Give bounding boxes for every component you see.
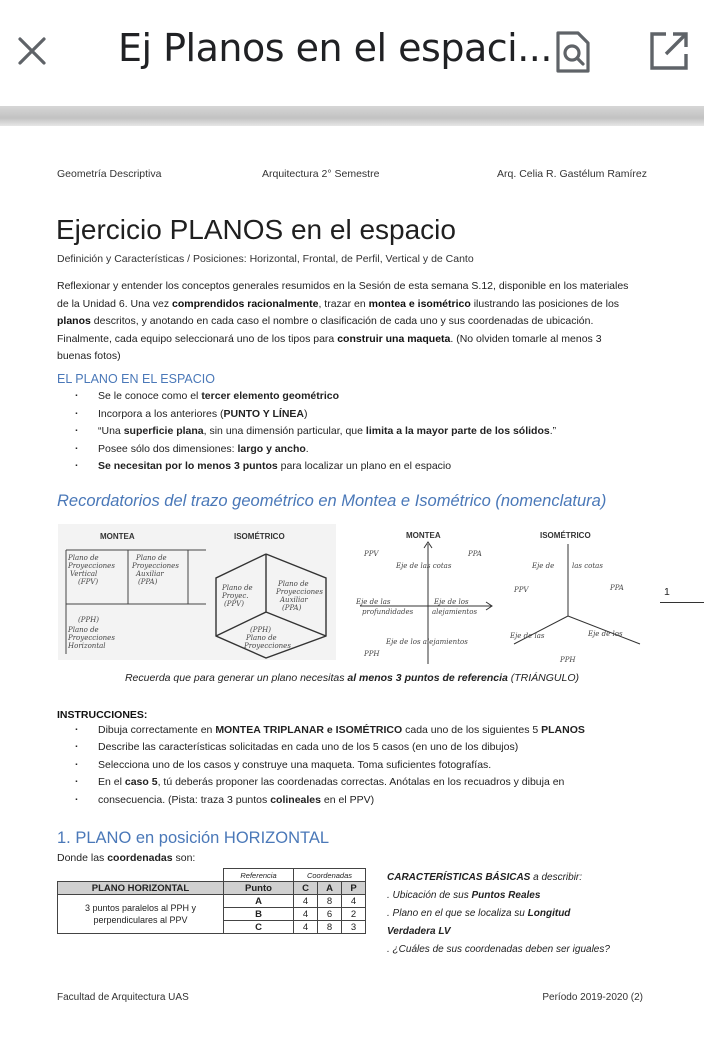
toolbar-shadow xyxy=(0,106,704,126)
svg-text:(PPH): (PPH) xyxy=(78,616,99,624)
svg-text:Proyecciones: Proyecciones xyxy=(244,642,291,650)
list-item: . Se necesitan por lo menos 3 puntos para localizar un plano en el espacio xyxy=(57,458,556,476)
svg-text:Plano de: Plano de xyxy=(136,554,167,562)
header-semester: Arquitectura 2° Semestre xyxy=(262,168,380,180)
instructions-bullet-list xyxy=(57,722,585,809)
svg-text:alejamientos: alejamientos xyxy=(432,608,478,616)
svg-text:Eje de las cotas: Eje de las cotas xyxy=(396,562,452,570)
section-1-title: 1. PLANO en posición HORIZONTAL xyxy=(57,829,330,847)
page-number: 1 xyxy=(664,586,670,598)
sketch-caption: Recuerda que para generar un plano necesitas al menos 3 puntos de referencia (TRIÁNGULO) xyxy=(124,672,580,684)
svg-text:PPV: PPV xyxy=(364,550,379,558)
svg-text:Proyecciones: Proyecciones xyxy=(132,562,179,570)
svg-text:PPV: PPV xyxy=(514,586,529,594)
svg-text:PPA: PPA xyxy=(610,584,624,592)
table-row: 3 puntos paralelos al PPH y perpendiculares al PPV A 4 8 4 xyxy=(58,895,366,908)
svg-text:(PPA): (PPA) xyxy=(138,578,158,586)
plane-header: PLANO HORIZONTAL xyxy=(58,882,224,895)
app-bar xyxy=(0,0,704,106)
svg-text:(FPV): (FPV) xyxy=(78,578,99,586)
close-button[interactable] xyxy=(12,28,52,74)
plane-description: 3 puntos paralelos al PPH y perpendiculares al PPV xyxy=(58,895,224,934)
table-row: B 4 6 2 xyxy=(58,908,366,921)
close-icon xyxy=(17,36,47,66)
svg-text:Vertical: Vertical xyxy=(70,570,98,578)
footer-period: Período 2019-2020 (2) xyxy=(542,992,643,1003)
svg-text:Plano de: Plano de xyxy=(68,554,99,562)
isometrico-label: ISOMÉTRICO xyxy=(234,532,285,541)
montea-sketch xyxy=(58,524,218,660)
svg-text:Plano de: Plano de xyxy=(68,626,99,634)
svg-text:Plano de: Plano de xyxy=(246,634,277,642)
svg-text:PPH: PPH xyxy=(364,650,380,658)
list-item: . Describe las características solicitadas en cada uno de los 5 casos (en uno de los dibujos) xyxy=(57,739,585,756)
intro-paragraph: Reflexionar y entender los conceptos generales resumidos en la Sesión de esta semana S.12, disponible en los materiales de la Unidad 6. Una vez comprendidos racionalmente, trazar en montea e isométrico ilustrando las posiciones de los planos descritos, y anotando en cada caso el nombre o clasificación de cada uno y sus coordenadas de ubicación. Finalmente, cada equipo seleccionará uno de los tipos para construir una maqueta. (No olviden tomarle al menos 3 buenas fotos) xyxy=(57,280,629,363)
list-item: . Selecciona uno de los casos y construye una maqueta. Toma suficientes fotografías. xyxy=(57,757,585,774)
svg-text:Plano de: Plano de xyxy=(278,580,309,588)
isometric-axes-sketch xyxy=(510,526,650,666)
exercise-title: Ejercicio PLANOS en el espacio xyxy=(56,214,456,245)
recordatorio-heading: Recordatorios del trazo geométrico en Montea e Isométrico (nomenclatura) xyxy=(57,492,607,510)
instructions-heading: INSTRUCCIONES: xyxy=(57,709,148,721)
svg-text:las cotas: las cotas xyxy=(572,562,603,570)
svg-text:Auxiliar: Auxiliar xyxy=(280,596,308,604)
svg-text:Eje de: Eje de xyxy=(532,562,555,570)
svg-text:Horizontal: Horizontal xyxy=(68,642,106,650)
header-teacher: Arq. Celia R. Gastélum Ramírez xyxy=(497,168,647,180)
coord-header: Coordenadas xyxy=(294,869,366,882)
open-in-new-button[interactable] xyxy=(648,30,690,72)
plano-bullet-list xyxy=(57,388,556,476)
list-item: . Dibuja correctamente en MONTEA TRIPLANAR e ISOMÉTRICO cada uno de los siguientes 5 PLANOS xyxy=(57,722,585,739)
footer-faculty: Facultad de Arquitectura UAS xyxy=(57,992,189,1003)
svg-text:ISOMÉTRICO: ISOMÉTRICO xyxy=(540,531,591,540)
find-in-page-button[interactable] xyxy=(552,30,594,74)
page-number-line xyxy=(660,602,704,603)
header-course: Geometría Descriptiva xyxy=(57,168,162,180)
list-item: . Incorpora a los anteriores (PUNTO Y LÍNEA) xyxy=(57,406,556,424)
coordinates-table xyxy=(57,868,366,934)
svg-text:profundidades: profundidades xyxy=(362,608,414,616)
isometrico-sketch xyxy=(206,524,336,660)
col-p: P xyxy=(342,882,366,895)
table-row: C 4 8 3 xyxy=(58,921,366,934)
svg-text:(PPA): (PPA) xyxy=(282,604,302,612)
caracteristicas-box: CARACTERÍSTICAS BÁSICAS a describir: . Ubicación de sus Puntos Reales . Plano en el que se localiza su Longitud Verdadera LV . ¿Cuáles de sus coordenadas deben ser iguales? xyxy=(387,872,610,955)
document-title: Ej Planos en el espaci... xyxy=(118,26,552,70)
svg-text:Proyecciones: Proyecciones xyxy=(68,634,115,642)
svg-text:Proyecciones: Proyecciones xyxy=(68,562,115,570)
col-a: A xyxy=(318,882,342,895)
col-c: C xyxy=(294,882,318,895)
montea-axes-sketch xyxy=(356,526,496,666)
section-plano-title: EL PLANO EN EL ESPACIO xyxy=(57,372,215,386)
open-in-new-icon xyxy=(648,30,690,72)
list-item: . consecuencia. (Pista: traza 3 puntos colineales en el PPV) xyxy=(57,792,585,809)
exercise-subtitle: Definición y Características / Posiciones: Horizontal, Frontal, de Perfil, Vertical y de Canto xyxy=(57,253,474,265)
list-item: . “Una superficie plana, sin una dimensión particular, que limita a la mayor parte de los sólidos.” xyxy=(57,423,556,441)
svg-text:(PPH): (PPH) xyxy=(250,626,271,634)
svg-text:Proyecciones: Proyecciones xyxy=(276,588,323,596)
svg-text:Eje de los: Eje de los xyxy=(434,598,469,606)
svg-text:Proyec.: Proyec. xyxy=(222,592,249,600)
document-page[interactable] xyxy=(0,126,704,1045)
svg-text:Eje de las: Eje de las xyxy=(510,632,545,640)
coordinates-label: Donde las coordenadas son: xyxy=(57,852,196,864)
svg-text:Eje de los: Eje de los xyxy=(588,630,623,638)
punto-header: Punto xyxy=(224,882,294,895)
list-item: . En el caso 5, tú deberás proponer las coordenadas correctas. Anótalas en los recuadros y dibuja en xyxy=(57,774,585,791)
svg-text:PPA: PPA xyxy=(468,550,482,558)
svg-text:Auxiliar: Auxiliar xyxy=(136,570,164,578)
find-in-page-icon xyxy=(552,30,594,74)
svg-text:MONTEA: MONTEA xyxy=(406,531,441,540)
svg-text:PPH: PPH xyxy=(560,656,576,664)
ref-header: Referencia xyxy=(224,869,294,882)
svg-text:Eje de las: Eje de las xyxy=(356,598,391,606)
montea-label: MONTEA xyxy=(100,532,135,541)
svg-text:Eje de los alejamientos: Eje de los alejamientos xyxy=(386,638,468,646)
svg-text:(PPV): (PPV) xyxy=(224,600,244,608)
list-item: . Se le conoce como el tercer elemento geométrico xyxy=(57,388,556,406)
svg-text:Plano de: Plano de xyxy=(222,584,253,592)
list-item: . Posee sólo dos dimensiones: largo y ancho. xyxy=(57,441,556,459)
